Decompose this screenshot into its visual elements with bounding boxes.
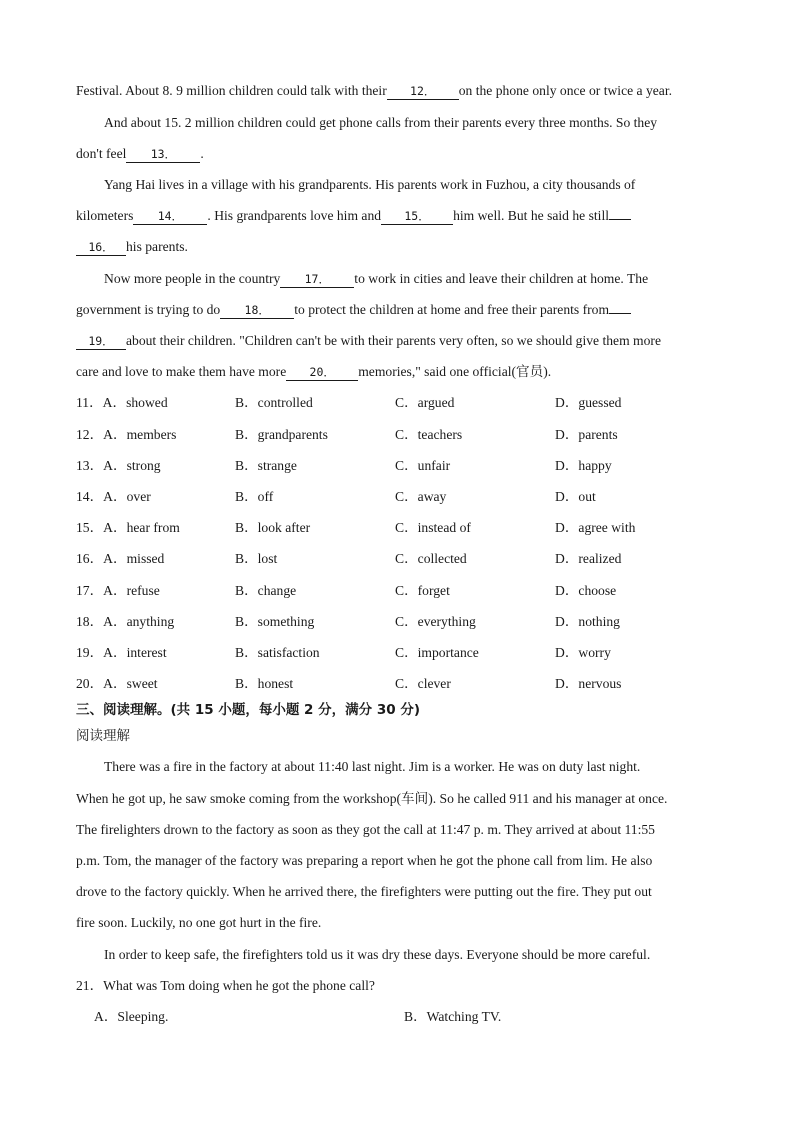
- option-c: C．away: [395, 489, 447, 504]
- option-a: A．Sleeping.: [94, 1009, 169, 1024]
- cloze-text: his parents.: [126, 239, 188, 254]
- question-21-options: [94, 1008, 724, 1026]
- cloze-text: memories," said one official(官员).: [358, 364, 552, 379]
- cloze-line-7: [104, 270, 754, 288]
- option-a: 20．A．sweet: [76, 676, 158, 691]
- cloze-text: Festival. About 8. 9 million children could talk with their: [76, 83, 387, 98]
- reading-line-3: The firelighters drown to the factory as soon as they got the call at 11:47 p. m. They arrived at about 11:55: [76, 822, 655, 837]
- cloze-line-4: [104, 176, 754, 194]
- blank-16: 16．: [76, 240, 126, 256]
- reading-line-7: In order to keep safe, the firefighters told us it was dry these days. Everyone should be more careful.: [104, 947, 651, 962]
- blank-20: 20．: [286, 365, 358, 381]
- cloze-line-6: [76, 238, 726, 256]
- cloze-line-10: [76, 363, 726, 381]
- cloze-line-2: [104, 114, 754, 132]
- cloze-text: Yang Hai lives in a village with his grandparents. His parents work in Fuzhou, a city thousands of: [104, 177, 636, 192]
- cloze-text: on the phone only once or twice a year.: [458, 83, 673, 98]
- option-d: D．agree with: [555, 520, 636, 535]
- option-a: 16．A．missed: [76, 551, 165, 566]
- option-b: B．honest: [235, 676, 294, 691]
- option-a: 11．A．showed: [76, 395, 168, 410]
- cloze-text: him well. But he said he still: [453, 208, 609, 223]
- cloze-text: Now more people in the country: [104, 271, 281, 286]
- reading-line-1: There was a fire in the factory at about 11:40 last night. Jim is a worker. He was on duty last night.: [104, 759, 641, 774]
- option-d: D．worry: [555, 645, 611, 660]
- blank-line: [609, 313, 631, 314]
- option-a: 19．A．interest: [76, 645, 167, 660]
- option-b: B．grandparents: [235, 427, 328, 442]
- options-row-15: [76, 519, 726, 537]
- options-row-18: [76, 613, 726, 631]
- option-a: 14．A．over: [76, 489, 151, 504]
- option-c: C．everything: [395, 614, 476, 629]
- option-b: B．change: [235, 583, 297, 598]
- cloze-line-1: [76, 82, 726, 100]
- cloze-text: care and love to make them have more: [76, 364, 287, 379]
- option-b: B．look after: [235, 520, 311, 535]
- question-21-stem: 21．What was Tom doing when he got the phone call?: [76, 978, 375, 993]
- option-d: D．guessed: [555, 395, 622, 410]
- option-c: C．importance: [395, 645, 479, 660]
- section-title: 三、阅读理解。(共 15 小题，每小题 2 分，满分 30 分): [76, 702, 421, 718]
- option-c: C．teachers: [395, 427, 463, 442]
- blank-15: 15．: [381, 209, 453, 225]
- option-c: C．forget: [395, 583, 450, 598]
- option-a: 12．A．members: [76, 427, 177, 442]
- options-row-13: [76, 457, 726, 475]
- option-a: 15．A．hear from: [76, 520, 180, 535]
- options-row-12: [76, 426, 726, 444]
- cloze-text: to protect the children at home and free their parents from: [294, 302, 610, 317]
- option-c: C．clever: [395, 676, 451, 691]
- cloze-text: don't feel: [76, 146, 127, 161]
- option-d: D．nervous: [555, 676, 622, 691]
- options-row-19: [76, 644, 726, 662]
- blank-14: 14．: [133, 209, 207, 225]
- blank-12: 12．: [387, 84, 459, 100]
- reading-line-2: When he got up, he saw smoke coming from the workshop(车间). So he called 911 and his manager at once.: [76, 791, 668, 806]
- option-b: B．satisfaction: [235, 645, 320, 660]
- option-a: 18．A．anything: [76, 614, 175, 629]
- option-c: C．collected: [395, 551, 467, 566]
- options-row-11: [76, 394, 726, 412]
- cloze-text: about their children. "Children can't be with their parents very often, so we should give them more: [126, 333, 661, 348]
- option-c: C．instead of: [395, 520, 471, 535]
- options-row-16: [76, 550, 726, 568]
- reading-line-6: fire soon. Luckily, no one got hurt in the fire.: [76, 915, 322, 930]
- cloze-text: government is trying to do: [76, 302, 221, 317]
- option-d: D．out: [555, 489, 596, 504]
- reading-line-5: drove to the factory quickly. When he arrived there, the firefighters were putting out the fire. They put out: [76, 884, 652, 899]
- option-d: D．happy: [555, 458, 612, 473]
- reading-line-4: p.m. Tom, the manager of the factory was preparing a report when he got the phone call from lim. He also: [76, 853, 653, 868]
- cloze-line-9: [76, 332, 726, 350]
- cloze-text: kilometers: [76, 208, 134, 223]
- options-row-14: [76, 488, 726, 506]
- option-d: D．realized: [555, 551, 622, 566]
- option-b: B．Watching TV.: [404, 1009, 502, 1024]
- blank-line: [609, 219, 631, 220]
- blank-17: 17．: [280, 272, 354, 288]
- options-row-17: [76, 582, 726, 600]
- option-b: B．off: [235, 489, 274, 504]
- option-a: 17．A．refuse: [76, 583, 160, 598]
- option-d: D．choose: [555, 583, 617, 598]
- cloze-text: . His grandparents love him and: [207, 208, 382, 223]
- options-row-20: [76, 675, 726, 693]
- option-a: 13．A．strong: [76, 458, 161, 473]
- cloze-text: to work in cities and leave their children at home. The: [354, 271, 649, 286]
- cloze-text: And about 15. 2 million children could get phone calls from their parents every three months. So they: [104, 115, 658, 130]
- section-subtitle: 阅读理解: [76, 728, 130, 744]
- option-b: B．strange: [235, 458, 297, 473]
- option-d: D．nothing: [555, 614, 620, 629]
- option-b: B．controlled: [235, 395, 313, 410]
- cloze-text: .: [200, 146, 204, 161]
- cloze-line-8: [76, 301, 726, 319]
- blank-19: 19．: [76, 334, 126, 350]
- option-b: B．lost: [235, 551, 278, 566]
- option-c: C．argued: [395, 395, 455, 410]
- cloze-line-3: [76, 145, 726, 163]
- option-c: C．unfair: [395, 458, 451, 473]
- cloze-line-5: [76, 207, 726, 225]
- option-b: B．something: [235, 614, 315, 629]
- blank-18: 18．: [220, 303, 294, 319]
- blank-13: 13．: [126, 147, 200, 163]
- option-d: D．parents: [555, 427, 618, 442]
